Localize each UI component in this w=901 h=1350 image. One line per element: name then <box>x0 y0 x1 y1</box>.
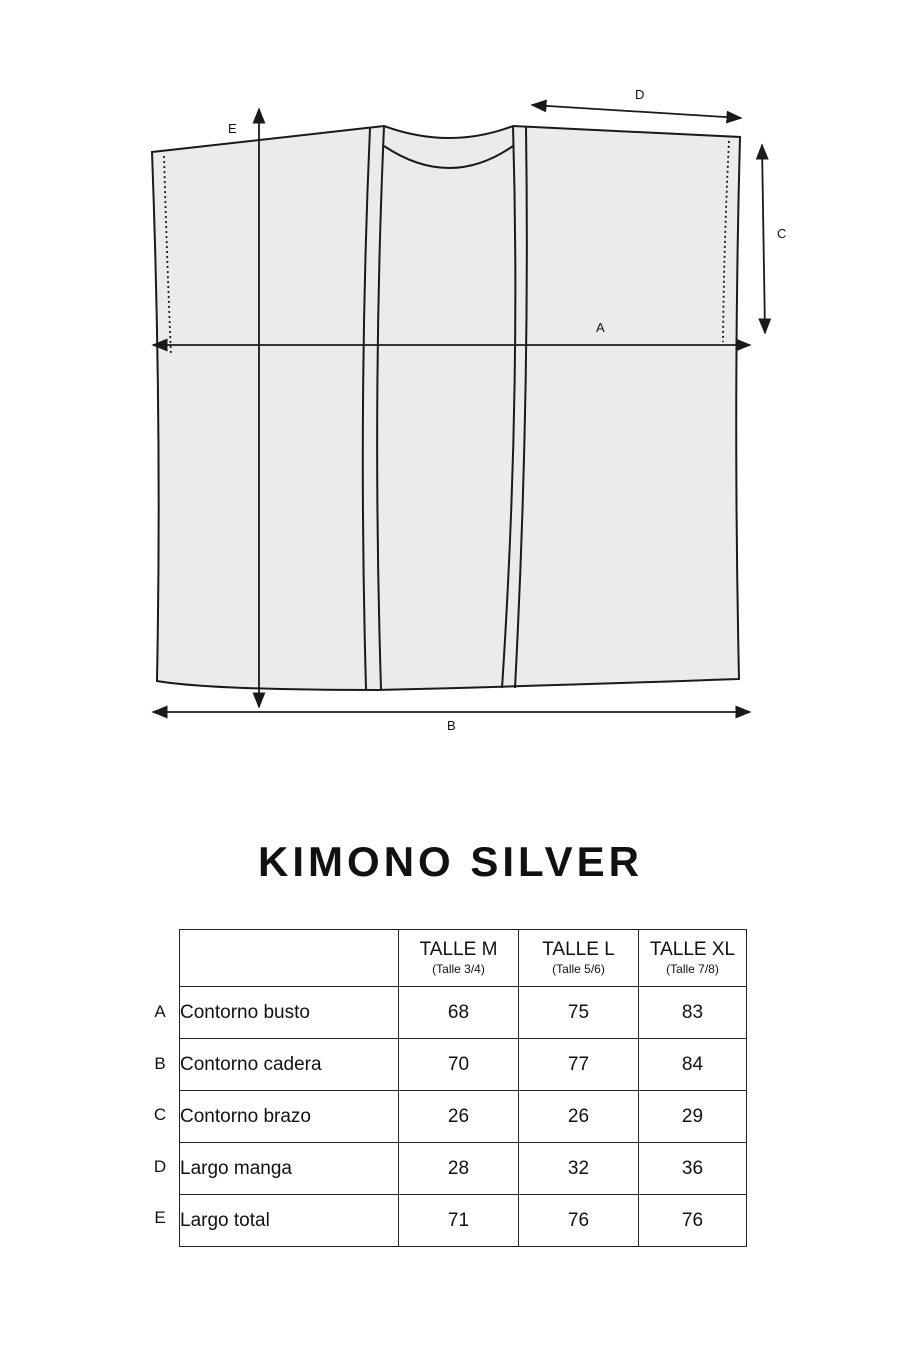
measurement-value: 71 <box>399 1195 519 1247</box>
size-table-header-row <box>180 930 747 987</box>
dimension-d-label: D <box>635 87 645 102</box>
header-size-label: TALLE XL <box>649 939 736 960</box>
dimension-a-label: A <box>596 320 605 335</box>
table-row <box>180 1143 747 1195</box>
measurement-value: 83 <box>639 987 747 1039</box>
header-size-sub: (Talle 3/4) <box>432 962 485 976</box>
table-row <box>180 987 747 1039</box>
table-row <box>180 1195 747 1247</box>
measurement-name: Largo total <box>180 1195 399 1247</box>
measurement-value: 76 <box>519 1195 639 1247</box>
header-size-label: TALLE M <box>419 939 498 960</box>
dimension-b-label: B <box>447 718 456 733</box>
measurement-value: 26 <box>399 1091 519 1143</box>
header-talle-m <box>399 930 519 987</box>
measurement-value: 75 <box>519 987 639 1039</box>
dimension-c-arrow <box>762 145 765 333</box>
row-letter: A <box>154 1002 166 1021</box>
table-row <box>180 1091 747 1143</box>
row-letter-column <box>140 986 180 1244</box>
dimension-c-label: C <box>777 226 787 241</box>
measurement-value: 26 <box>519 1091 639 1143</box>
measurement-value: 84 <box>639 1039 747 1091</box>
measurement-value: 29 <box>639 1091 747 1143</box>
row-letter: B <box>154 1053 166 1073</box>
row-letter: D <box>153 1156 167 1176</box>
product-title: KIMONO SILVER <box>258 838 643 885</box>
dimension-e-label: E <box>228 121 237 136</box>
header-size-sub: (Talle 5/6) <box>552 962 605 976</box>
measurement-value: 77 <box>519 1039 639 1091</box>
measurement-value: 70 <box>399 1039 519 1091</box>
measurement-value: 76 <box>639 1195 747 1247</box>
dimension-d-arrow <box>532 105 741 118</box>
row-letter: C <box>153 1105 167 1124</box>
measurement-name: Contorno brazo <box>180 1091 399 1143</box>
header-talle-l <box>519 930 639 987</box>
header-size-sub: (Talle 7/8) <box>666 962 719 976</box>
measurement-name: Contorno busto <box>180 987 399 1039</box>
measurement-value: 32 <box>519 1143 639 1195</box>
measurement-value: 28 <box>399 1143 519 1195</box>
table-row <box>180 1039 747 1091</box>
measurement-value: 68 <box>399 987 519 1039</box>
header-empty-cell <box>180 930 399 987</box>
measurement-value: 36 <box>639 1143 747 1195</box>
measurement-name: Contorno cadera <box>180 1039 399 1091</box>
size-table <box>179 929 747 1247</box>
garment-outline <box>152 126 740 690</box>
header-talle-xl <box>639 930 747 987</box>
header-size-label: TALLE L <box>542 939 615 960</box>
row-letter: E <box>154 1208 166 1227</box>
measurement-name: Largo manga <box>180 1143 399 1195</box>
